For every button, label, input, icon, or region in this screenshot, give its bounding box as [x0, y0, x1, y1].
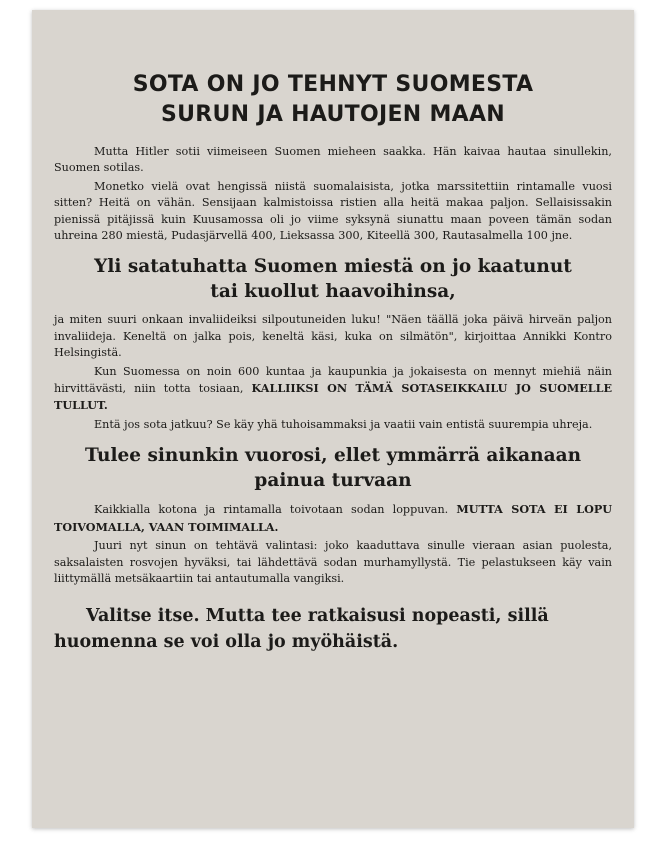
closing-line-2: huomenna se voi olla jo myöhäistä.	[54, 632, 399, 653]
subheading-2	[54, 443, 612, 493]
subheading-1-line-1: Yli satatuhatta Suomen miestä on jo kaatunut	[94, 256, 572, 278]
closing-statement	[54, 603, 612, 655]
title-line-1: SOTA ON JO TEHNYT SUOMESTA	[132, 72, 534, 97]
subheading-2-line-1: Tulee sinunkin vuorosi, ellet ymmärrä aikanaan	[84, 445, 582, 467]
leaflet-content	[54, 70, 612, 655]
paragraph-7: Juuri nyt sinun on tehtävä valintasi: joko kaaduttava sinulle vieraan asian puolesta, saksalaisten rosvojen hyväksi, tai lähdettävä sodan murhamyllystä. Tie pelastukseen käy vain liittymällä metsäkaartiin tai antautumalla vangiksi.	[54, 539, 612, 585]
closing-line-1: Valitse itse. Mutta tee ratkaisusi nopeasti, sillä	[86, 606, 549, 627]
leaflet-title	[54, 70, 612, 130]
paragraph-1: Mutta Hitler sotii viimeiseen Suomen mieheen saakka. Hän kaivaa hautaa sinullekin, Suomen sotilas.	[54, 145, 612, 175]
paragraph-2: Monetko vielä ovat hengissä niistä suomalaisista, jotka marssitettiin rintamalle vuosi sitten? Heitä on vähän. Sensijaan kalmistoissa ristien alla heitä makaa paljon. Sellaisissakin pienissä pitäjissä kuin Kuusamossa oli jo viime syksynä siunattu maan poveen tämän sodan uhreina 280 miestä, Pudasjärvellä 400, Lieksassa 300, Kiteellä 300, Rautasalmella 100 jne.	[54, 179, 612, 243]
subheading-1	[54, 254, 612, 304]
paragraph-3: ja miten suuri onkaan invaliideiksi silpoutuneiden luku! "Näen täällä joka päivä hirveän paljon invaliideja. Keneltä on jalka pois, keneltä käsi, kuka on silmätön", kirjoittaa Annikki Kontro Helsingistä.	[54, 313, 612, 360]
subheading-2-line-2: painua turvaan	[254, 470, 412, 492]
leaflet-sheet	[32, 10, 634, 828]
paragraph-6-emphasis: MUTTA SOTA EI LOPU TOIVOMALLA, VAAN TOIMIMALLA.	[54, 502, 612, 534]
title-line-2: SURUN JA HAUTOJEN MAAN	[160, 102, 506, 127]
paragraph-4-emphasis: KALLIIKSI ON TÄMÄ SOTASEIKKAILU JO SUOMELLE TULLUT.	[54, 381, 612, 413]
paragraph-6	[54, 501, 612, 536]
subheading-1-line-2: tai kuollut haavoihinsa,	[210, 281, 456, 303]
paragraph-4-text: Kun Suomessa on noin 600 kuntaa ja kaupunkia ja jokaisesta on mennyt miehiä näin hirvittävästi, niin totta tosiaan,	[54, 364, 612, 396]
paragraph-4	[54, 364, 612, 415]
paragraph-5: Entä jos sota jatkuu? Se käy yhä tuhoisammaksi ja vaatii vain entistä suurempia uhreja.	[94, 417, 593, 431]
paragraph-6-text: Kaikkialla kotona ja rintamalla toivotaan sodan loppuvan.	[94, 503, 457, 517]
